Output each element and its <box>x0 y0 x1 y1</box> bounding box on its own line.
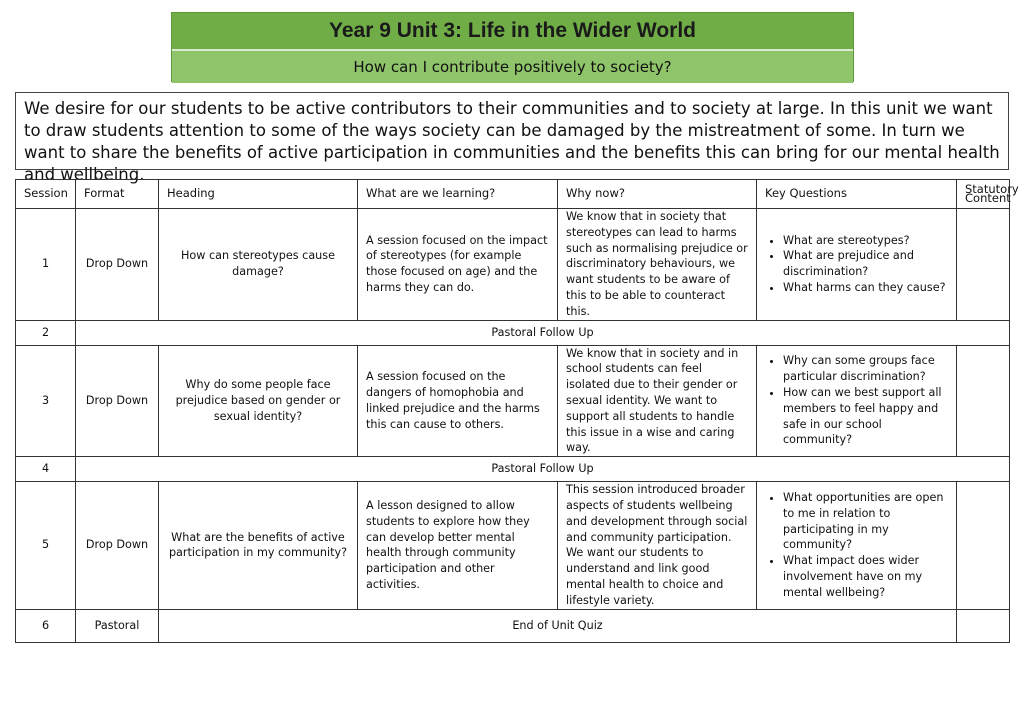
key-question: • What are prejudice and discrimination? <box>783 248 948 280</box>
key-question: • What harms can they cause? <box>783 280 948 296</box>
session-statutory <box>957 482 1010 609</box>
col-header-session: Session <box>16 180 76 209</box>
session-number: 1 <box>16 209 76 321</box>
col-header-key-questions: Key Questions <box>757 180 957 209</box>
col-header-statutory: Statutory Content <box>957 180 1010 209</box>
session-number: 2 <box>16 320 76 345</box>
table-row <box>16 320 1010 345</box>
session-number: 5 <box>16 482 76 609</box>
session-learning: A lesson designed to allow students to explore how they can develop better mental health through community participation and other activities. <box>358 482 558 609</box>
session-format: Drop Down <box>76 209 159 321</box>
unit-intro: We desire for our students to be active contributors to their communities and to society at large. In this unit we want to draw students attention to some of the ways society can be damaged by the mistreatment of some. In turn we want to share the benefits of active participation in communities and the benefits this can bring for our mental health and wellbeing. <box>15 92 1009 170</box>
unit-title-banner <box>171 12 854 82</box>
session-format: Pastoral <box>76 609 159 642</box>
unit-subtitle: How can I contribute positively to society? <box>172 51 853 83</box>
session-heading: What are the benefits of active participation in my community? <box>159 482 358 609</box>
table-row <box>16 209 1010 321</box>
session-heading: How can stereotypes cause damage? <box>159 209 358 321</box>
col-header-format: Format <box>76 180 159 209</box>
col-header-heading: Heading <box>159 180 358 209</box>
session-span-text: Pastoral Follow Up <box>76 457 1010 482</box>
key-question: • Why can some groups face particular discrimination? <box>783 353 948 385</box>
session-learning: A session focused on the impact of stereotypes (for example those focused on age) and the harms they can do. <box>358 209 558 321</box>
session-statutory <box>957 209 1010 321</box>
session-number: 6 <box>16 609 76 642</box>
session-statutory <box>957 609 1010 642</box>
session-key-questions <box>757 209 957 321</box>
key-question: • What are stereotypes? <box>783 233 948 249</box>
session-format: Drop Down <box>76 345 159 457</box>
session-number: 4 <box>16 457 76 482</box>
session-why-now: We know that in society and in school students can feel isolated due to their gender or sexual identity. We want to support all students to handle this issue in a wise and caring way. <box>558 345 757 457</box>
col-header-why-now: Why now? <box>558 180 757 209</box>
table-header-row <box>16 180 1010 209</box>
key-question: • What impact does wider involvement have on my mental wellbeing? <box>783 553 948 600</box>
table-row <box>16 609 1010 642</box>
key-question: • How can we best support all members to feel happy and safe in our school community? <box>783 385 948 448</box>
session-learning: A session focused on the dangers of homophobia and linked prejudice and the harms this can cause to others. <box>358 345 558 457</box>
col-header-learning: What are we learning? <box>358 180 558 209</box>
session-plan-table <box>15 179 1019 643</box>
session-key-questions <box>757 345 957 457</box>
table-row <box>16 457 1010 482</box>
session-span-text: Pastoral Follow Up <box>76 320 1010 345</box>
session-why-now: This session introduced broader aspects of students wellbeing and development through social and community participation. We want our students to understand and link good mental health to choice and lifestyle variety. <box>558 482 757 609</box>
session-format: Drop Down <box>76 482 159 609</box>
session-statutory <box>957 345 1010 457</box>
table-row <box>16 482 1010 609</box>
key-question: • What opportunities are open to me in relation to participating in my community? <box>783 490 948 553</box>
unit-title: Year 9 Unit 3: Life in the Wider World <box>172 13 853 51</box>
table-row <box>16 345 1010 457</box>
session-heading: Why do some people face prejudice based on gender or sexual identity? <box>159 345 358 457</box>
session-number: 3 <box>16 345 76 457</box>
session-key-questions <box>757 482 957 609</box>
session-why-now: We know that in society that stereotypes can lead to harms such as normalising prejudice or discriminatory behaviours, we want students to be aware of this to be able to counteract this. <box>558 209 757 321</box>
session-span-text: End of Unit Quiz <box>159 609 957 642</box>
